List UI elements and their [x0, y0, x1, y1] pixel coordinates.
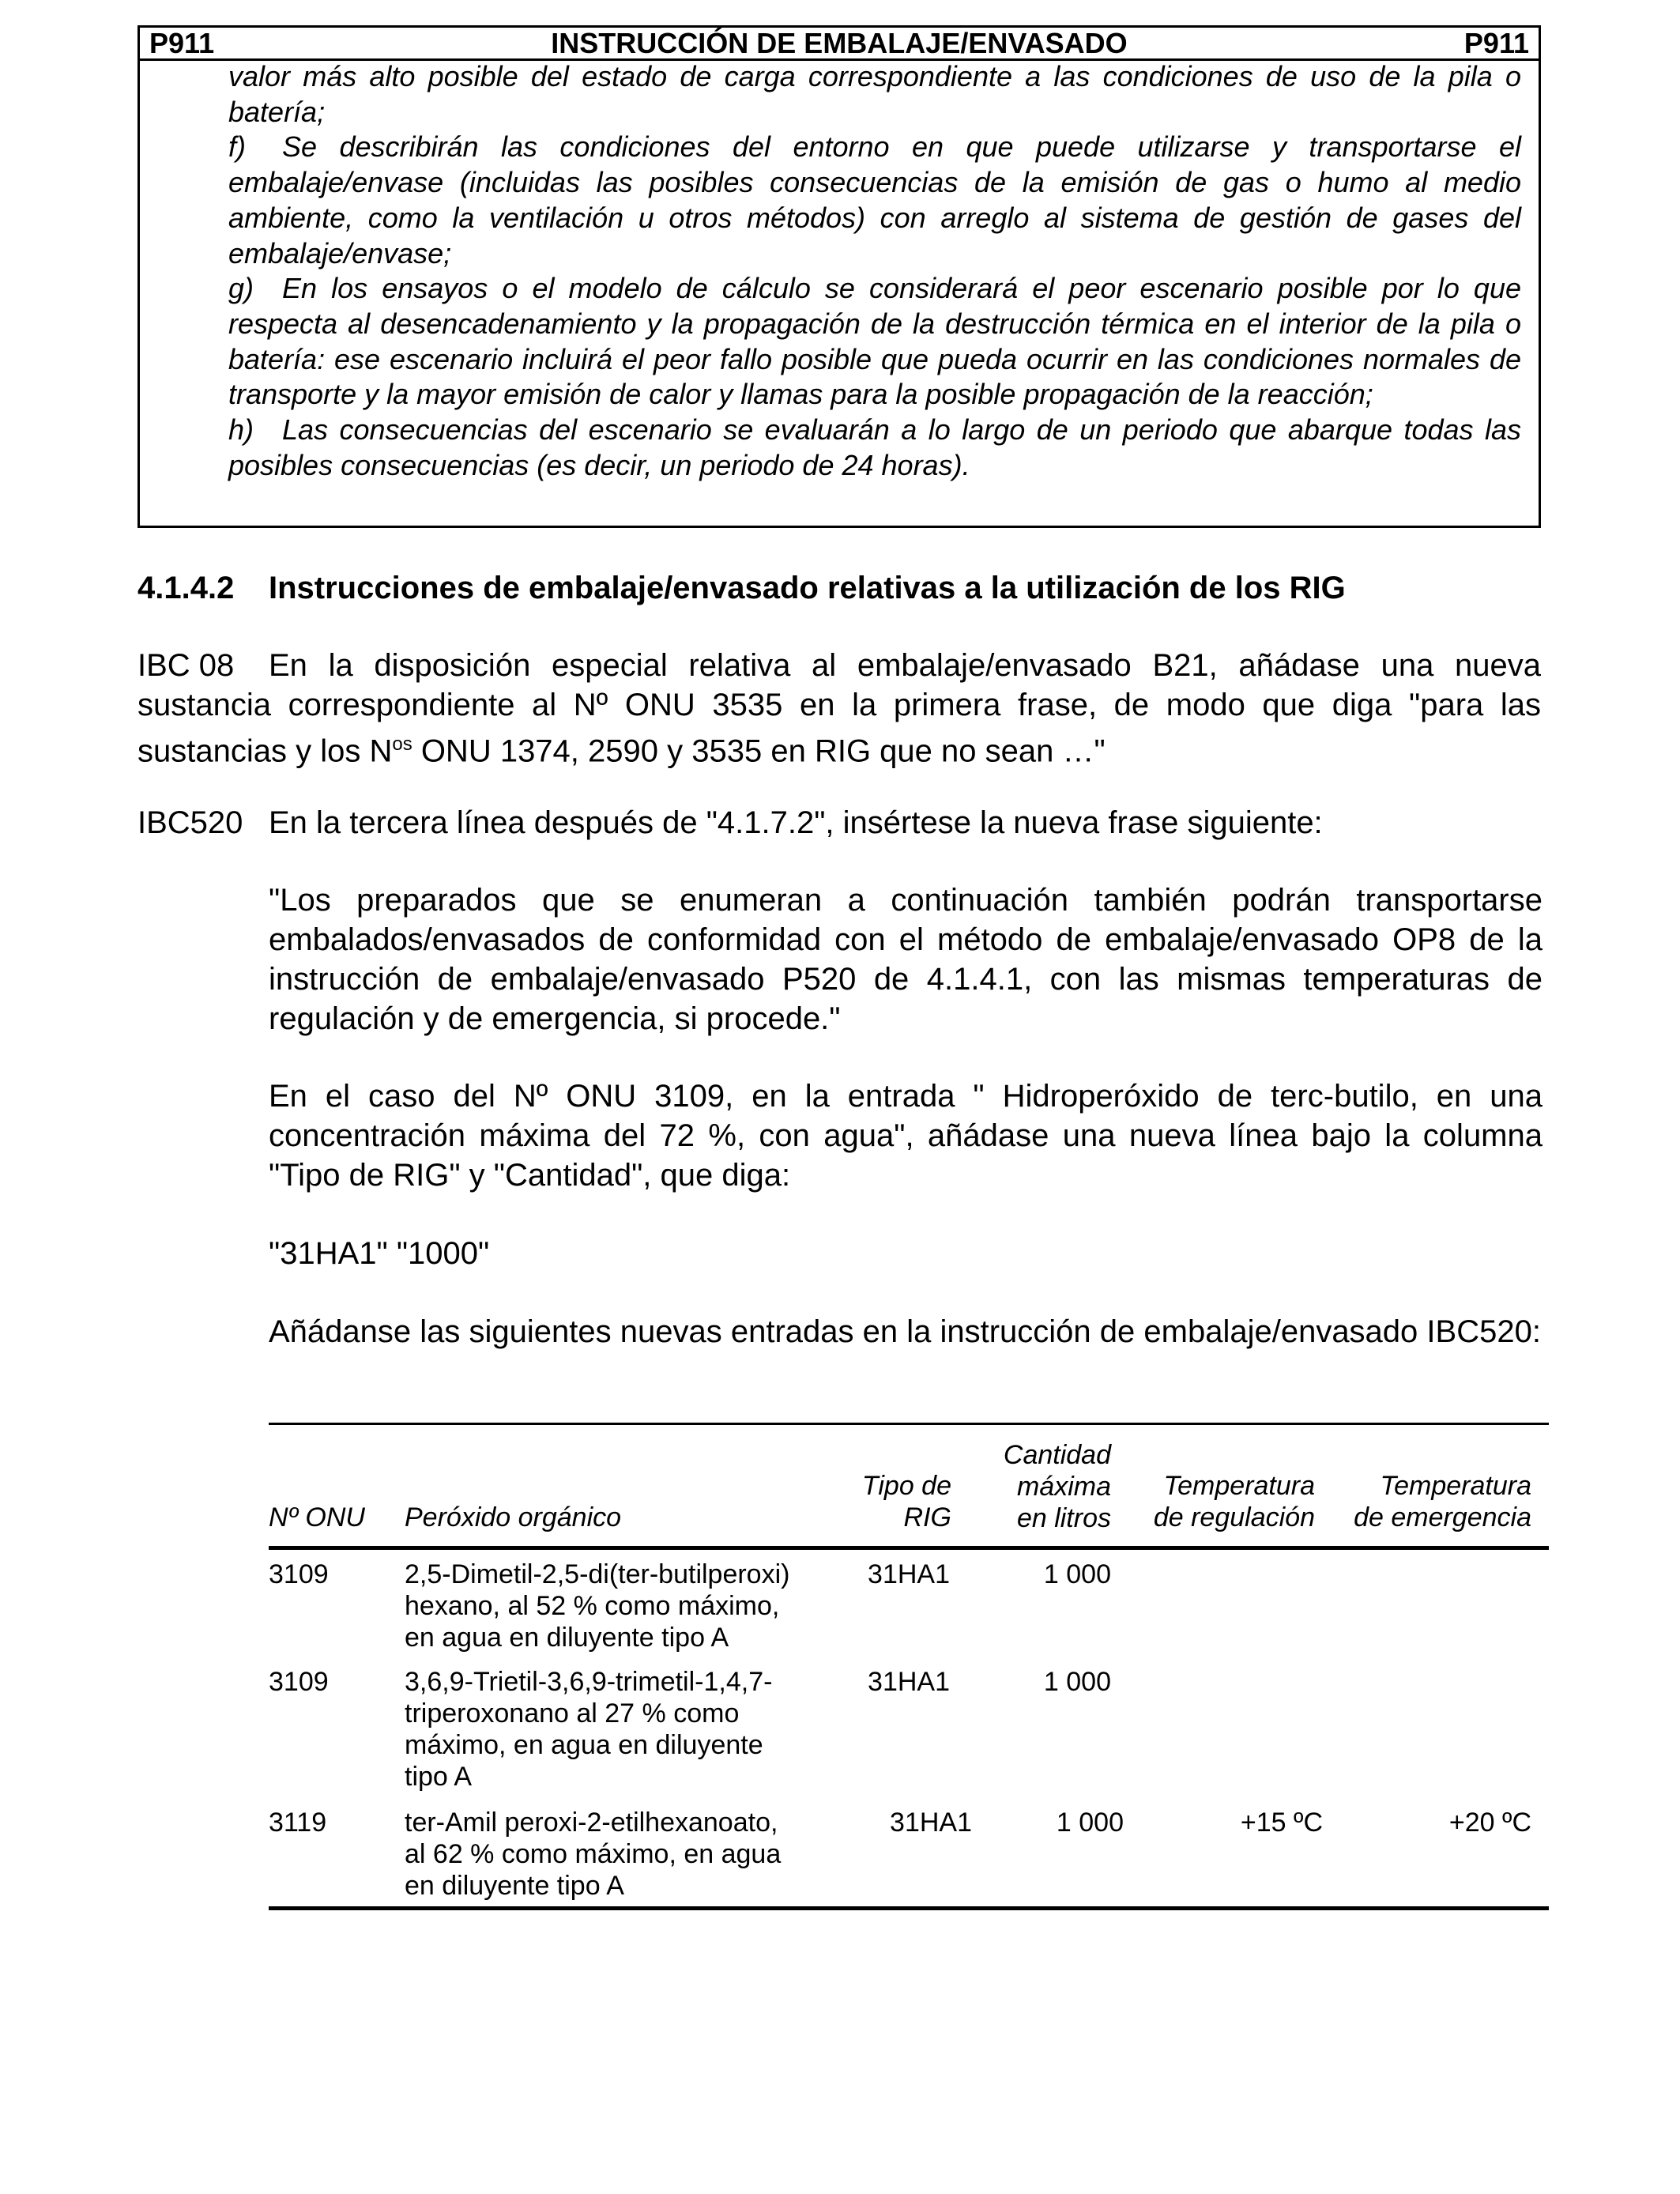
ibc08-text: En la disposición especial relativa al embalaje/envasado B21, añádase una nueva sustancia correspondiente al Nº ONU 3535 en la primera frase, de modo que diga "para las sustancias y los N — [137, 648, 1541, 769]
cell-line: en diluyente tipo A — [405, 1871, 624, 1901]
header-temp-emergencia — [1328, 1470, 1531, 1533]
cell-line: en agua en diluyente tipo A — [405, 1623, 729, 1653]
cell-onu: 3119 — [269, 1808, 327, 1838]
cell-cantidad: 1 000 — [1043, 1559, 1111, 1589]
cell-line: al 62 % como máximo, en agua — [405, 1839, 782, 1869]
cell-temp-regulacion: +15 ºC — [1240, 1808, 1323, 1838]
header-line: de emergencia — [1354, 1502, 1531, 1532]
ibc520-values: "31HA1" "1000" — [269, 1236, 490, 1271]
ibc08-paragraph — [137, 646, 1541, 771]
header-line: Cantidad — [1003, 1440, 1111, 1470]
cell-line: tipo A — [405, 1762, 473, 1792]
cell-peroxido — [405, 1807, 816, 1902]
cell-temp-emergencia: +20 ºC — [1448, 1808, 1531, 1838]
item-h — [228, 413, 1521, 483]
p911-header — [140, 28, 1539, 61]
header-line: máxima — [1016, 1472, 1111, 1502]
item-g — [228, 271, 1521, 413]
p911-body — [228, 59, 1521, 483]
continuation-text: valor más alto posible del estado de carga correspondiente a las condiciones de uso de la pila o batería; — [228, 60, 1521, 128]
item-f — [228, 130, 1521, 271]
header-line: Temperatura — [1163, 1471, 1315, 1501]
instruction-title: INSTRUCCIÓN DE EMBALAJE/ENVASADO — [551, 27, 1128, 59]
cell-line: 3,6,9-Trietil-3,6,9-trimetil-1,4,7- — [405, 1667, 773, 1697]
item-text: Las consecuencias del escenario se evaluarán a lo largo de un periodo que abarque todas las posibles consecuencias (es decir, un periodo de 24 horas). — [228, 413, 1521, 481]
cell-tipo: 31HA1 — [868, 1667, 950, 1697]
table-header-rule — [269, 1546, 1549, 1550]
ibc08-code: IBC 08 — [137, 648, 235, 683]
cell-line: ter-Amil peroxi-2-etilhexanoato, — [405, 1808, 778, 1838]
table-top-rule — [269, 1423, 1549, 1425]
cell-onu: 3109 — [269, 1667, 329, 1697]
ibc520-caso: En el caso del Nº ONU 3109, en la entrada " Hidroperóxido de terc-butilo, en una concentración máxima del 72 %, con agua", añádase una nueva línea bajo la columna "Tipo de RIG" y "Cantidad", que diga: — [269, 1079, 1543, 1193]
item-label: h) — [228, 413, 254, 447]
cell-line: 2,5-Dimetil-2,5-di(ter-butilperoxi) — [405, 1559, 790, 1589]
section-title: Instrucciones de embalaje/envasado relativas a la utilización de los RIG — [269, 571, 1346, 605]
cell-peroxido — [405, 1666, 816, 1793]
cell-tipo: 31HA1 — [890, 1808, 972, 1838]
cell-line: triperoxonano al 27 % como — [405, 1698, 740, 1728]
item-text: En los ensayos o el modelo de cálculo se considerará el peor escenario posible por lo que respecta al desencadenamiento y la propagación de la destrucción térmica en el interior de la pila o batería: ese escenario incluirá el peor fallo posible que pueda ocurrir en las condiciones normales de transporte y la mayor emisión de calor y llamas para la posible propagación de la reacción; — [228, 272, 1521, 411]
p911-instruction-box — [137, 25, 1541, 528]
cell-cantidad: 1 000 — [1043, 1667, 1111, 1697]
item-label: g) — [228, 272, 254, 305]
header-temp-regulacion — [1130, 1470, 1315, 1533]
header-line: de regulación — [1153, 1502, 1315, 1532]
header-onu: Nº ONU — [269, 1502, 365, 1532]
ibc520-paragraph — [137, 803, 1541, 843]
section-number: 4.1.4.2 — [137, 571, 235, 605]
header-tipo — [846, 1470, 951, 1533]
ibc520-quote: "Los preparados que se enumeran a continuación también podrán transportarse embalados/envasados de conformidad con el método de embalaje/envasado OP8 de la instrucción de embalaje/envasado P520 de 4.1.4.1, con las mismas temperaturas de regulación y de emergencia, si procede." — [269, 883, 1543, 1036]
header-line: en litros — [1016, 1503, 1111, 1533]
header-line: Tipo de — [861, 1471, 951, 1501]
item-text: Se describirán las condiciones del entorno en que puede utilizarse y transportarse el embalaje/envase (incluidas las posibles consecuencias de la emisión de gas o humo al medio ambiente, como la ventilación u otros métodos) con arreglo al sistema de gestión de gases del embalaje/envase; — [228, 130, 1521, 270]
header-line: RIG — [903, 1502, 951, 1532]
header-line: Temperatura — [1380, 1471, 1531, 1501]
cell-line: máximo, en agua en diluyente — [405, 1730, 763, 1760]
cell-line: hexano, al 52 % como máximo, — [405, 1591, 780, 1621]
section-heading — [137, 566, 1544, 610]
header-peroxido: Peróxido orgánico — [405, 1502, 622, 1532]
ibc08-superscript: os — [392, 733, 412, 755]
cell-tipo: 31HA1 — [868, 1559, 950, 1589]
ibc520-code: IBC520 — [137, 805, 243, 840]
table-bottom-rule — [269, 1906, 1549, 1910]
header-cantidad — [972, 1439, 1111, 1534]
item-label: f) — [228, 130, 246, 164]
cell-peroxido — [405, 1559, 816, 1653]
instruction-code-right: P911 — [1463, 27, 1529, 59]
instruction-code-left: P911 — [149, 27, 215, 59]
cell-cantidad: 1 000 — [1056, 1808, 1124, 1838]
ibc520-text: En la tercera línea después de "4.1.7.2", insértese la nueva frase siguiente: — [269, 805, 1323, 840]
cell-onu: 3109 — [269, 1559, 329, 1589]
ibc520-intro: Añádanse las siguientes nuevas entradas en la instrucción de embalaje/envasado IBC520: — [269, 1314, 1541, 1349]
ibc08-text-end: ONU 1374, 2590 y 3535 en RIG que no sean …" — [412, 733, 1106, 769]
